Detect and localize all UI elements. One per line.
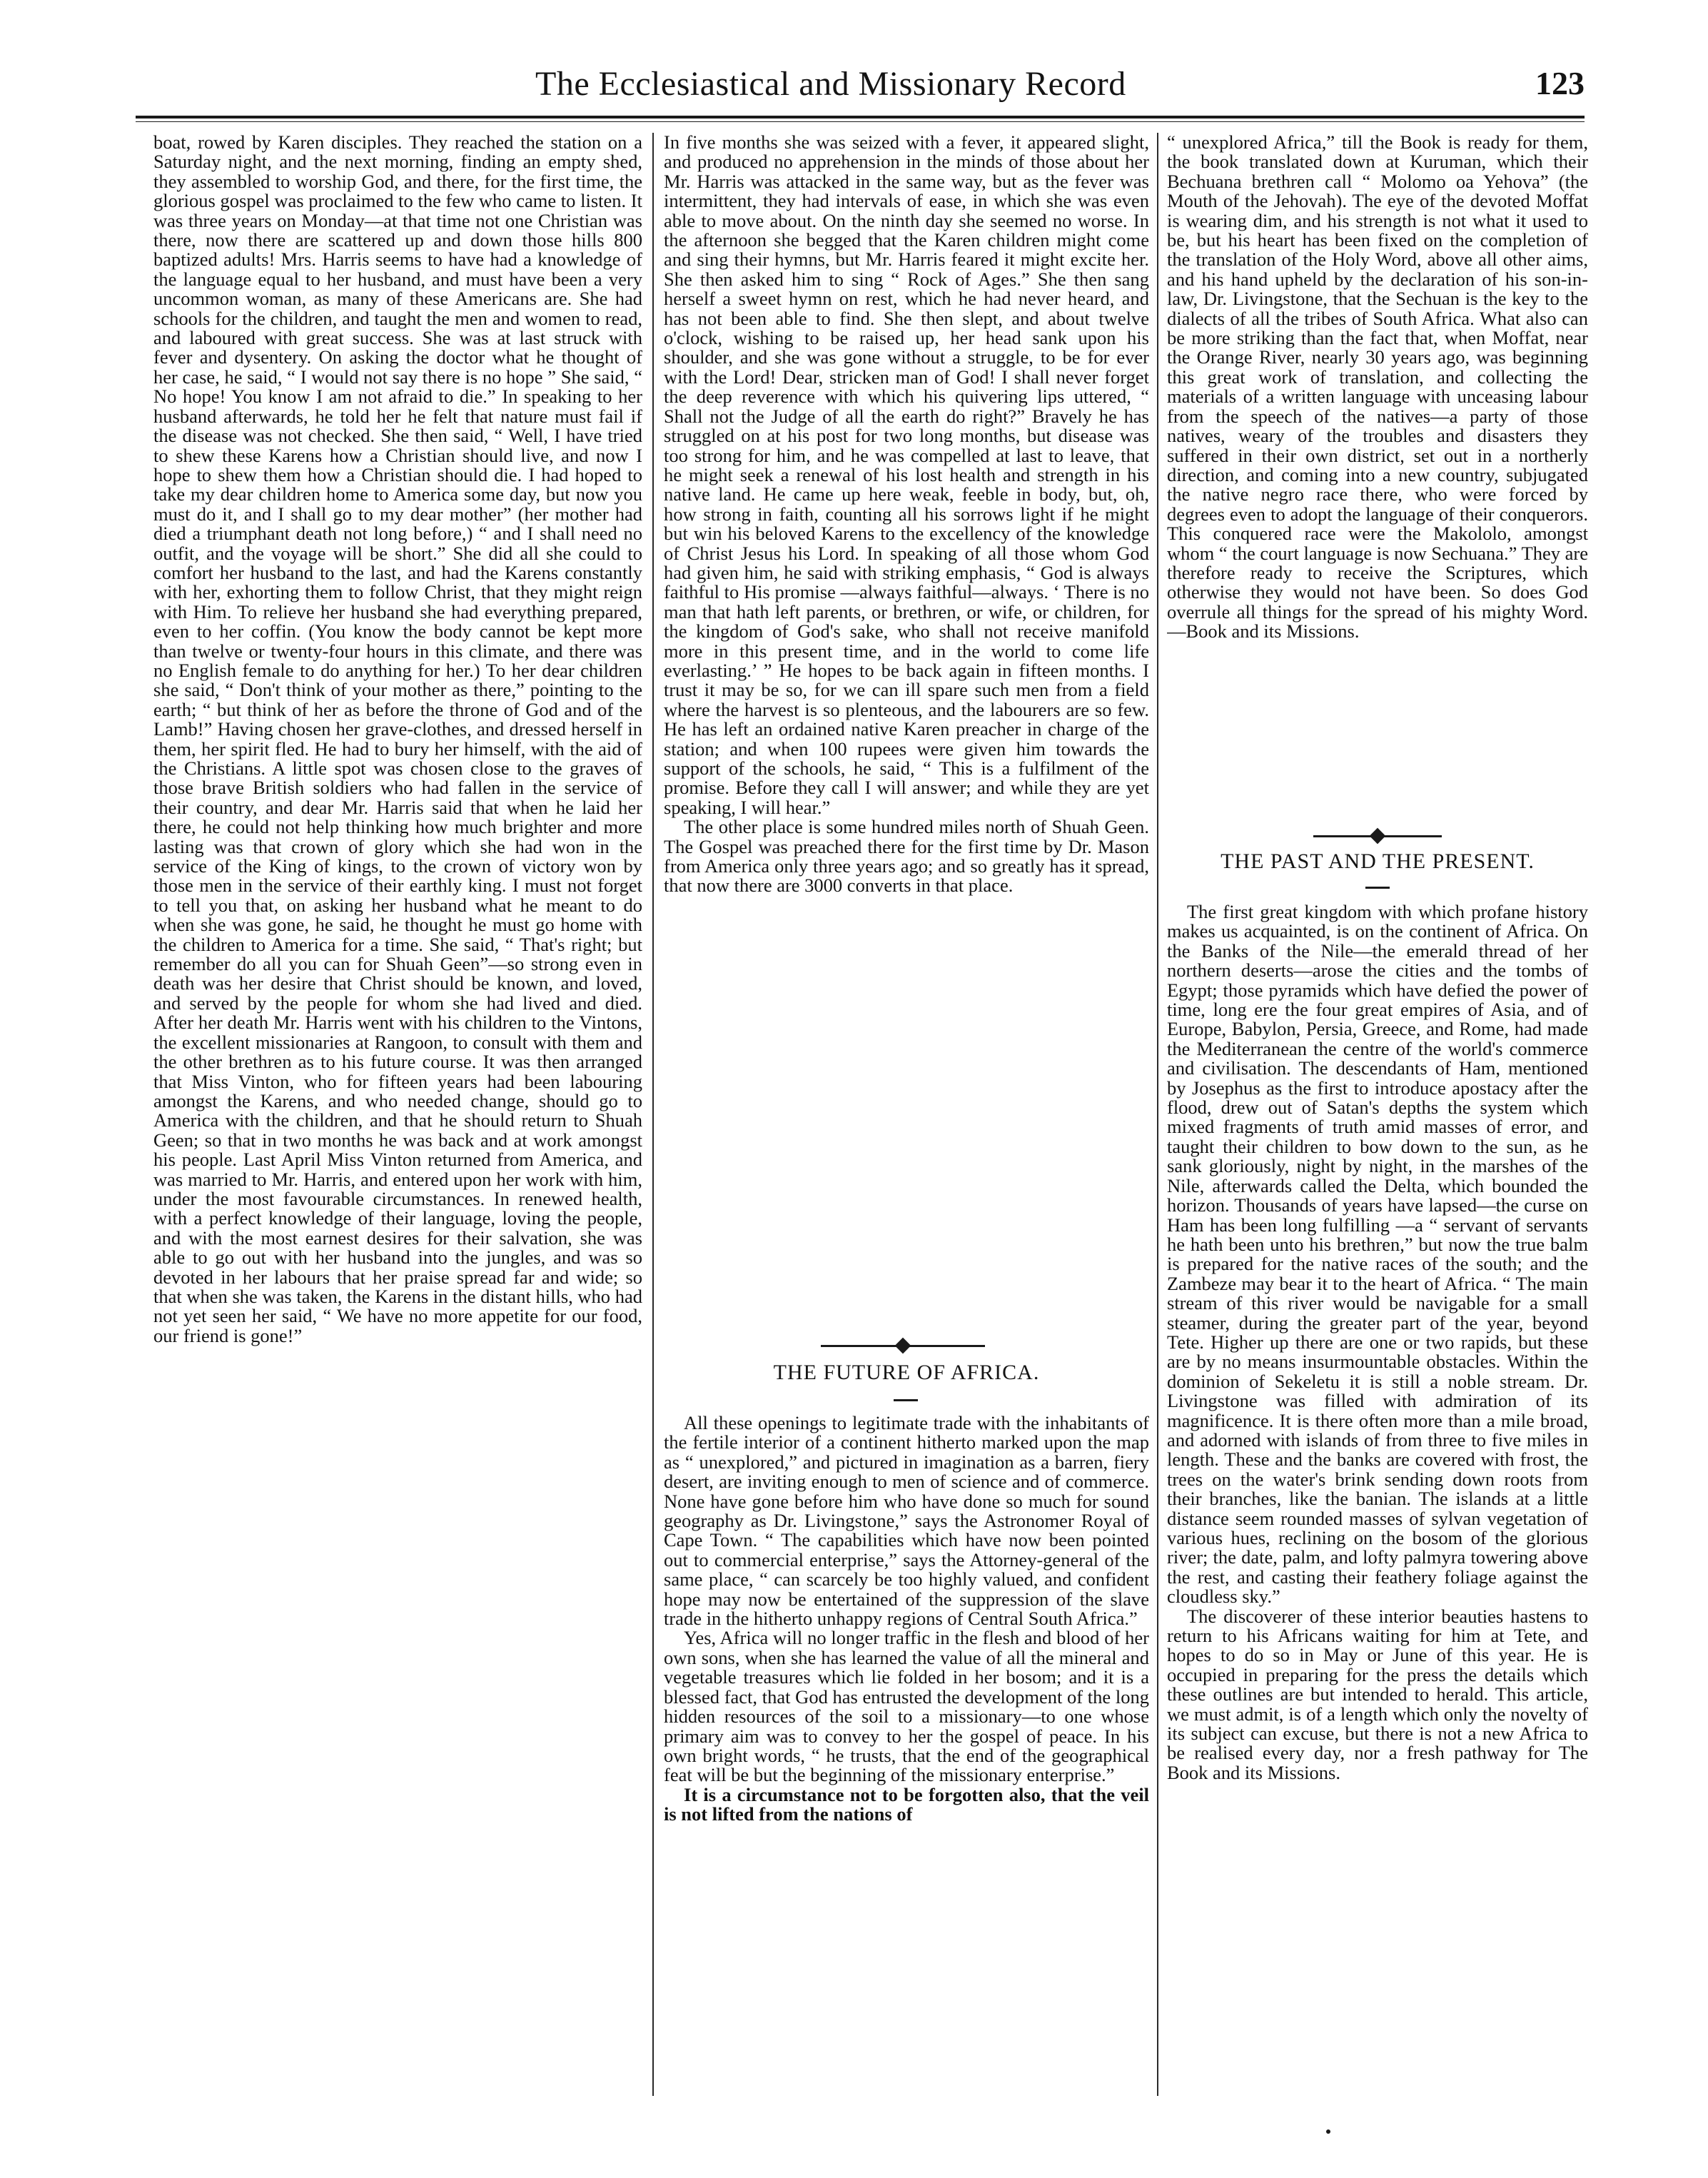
- section-heading-past-and-present: THE PAST AND THE PRESENT.: [1221, 849, 1535, 873]
- header-rule-thick: [136, 116, 1585, 119]
- heading-underline: [894, 1399, 918, 1401]
- paragraph: All these openings to legitimate trade with the inhabitants of the fertile interior of a continent hitherto marked upon the map as “ unexplored,” and pictured in imagination as a barren, fiery desert, are inviting enough to men of science and of commerce. None have gone before him who have done so much for sound geography as Dr. Livingstone,” says the Astronomer Royal of Cape Town. “ The capabilities which have now been pointed out to commercial enterprise,” says the Attorney-general of the same place, “ can scarcely be too highly valued, and confident hope may now be entertained of the suppression of the slave trade in the hitherto unhappy regions of Central South Africa.”: [664, 1413, 1149, 1630]
- header-rule-thin: [136, 121, 1585, 122]
- column-1: [153, 133, 642, 2092]
- column-2-top: [664, 133, 1149, 1318]
- section-divider: [821, 1345, 985, 1347]
- paragraph: Yes, Africa will no longer traffic in the flesh and blood of her own sons, when she has learned the value of all the mineral and vegetable treasures which lie folded in her bosom; and it is a blessed fact, that God has entrusted the development of the long hidden resources of the soil to a missionary—to one whose primary aim was to convey to her the gospel of peace. In his own bright words, “ he trusts, that the end of the geographical feat will be but the beginning of the missionary enterprise.”: [664, 1627, 1149, 1786]
- section-heading-future-of-africa: THE FUTURE OF AFRICA.: [773, 1361, 1040, 1384]
- print-speck: [1326, 2129, 1330, 2134]
- paragraph: “ unexplored Africa,” till the Book is ready for them, the book translated down at Kuruman, which their Bechuana brethren call “ Molomo oa Yehova” (the Mouth of the Jehovah). The eye of the devoted Moffat is wearing dim, and his strength is not what it used to be, but his heart has been fixed on the completion of the translation of the Holy Word, above all other aims, and his hand upheld by the declaration of his son-in-law, Dr. Livingstone, that the Sechuan is the key to the dialects of all the tribes of South Africa. What also can be more striking than the fact that, when Moffat, near the Orange River, nearly 30 years ago, was beginning this great work of translation, and collecting the materials of a written language with unceasing labour from the speech of the natives—a party of those natives, weary of the troubles and disasters they suffered in their own district, set out in a northerly direction, and coming into a new country, subjugated the native negro race there, who were forced by degrees even to adopt the language of their conquerors. This conquered race were the Makololo, amongst whom “ the court language is now Sechuana.” They are therefore ready to receive the Scriptures, which otherwise they would not have been. So does God overrule all things for the spread of his mighty Word.—Book and its Missions.: [1167, 133, 1588, 642]
- paragraph: The other place is some hundred miles north of Shuah Geen. The Gospel was preached there for the first time by Dr. Mason from America only three years ago; and so greatly has it spread, that now there are 3000 converts in that place.: [664, 816, 1149, 897]
- column-rule-1: [652, 133, 654, 2096]
- paragraph: boat, rowed by Karen disciples. They reached the station on a Saturday night, and the next morning, finding an empty shed, they assembled to worship God, and there, for the first time, the glorious gospel was proclaimed to the few who came to listen. It was three years on Monday—at that time not one Christian was there, now there are scattered up and down those hills 800 baptized adults! Mrs. Harris seems to have had a knowledge of the language equal to her husband, and must have been a very uncommon woman, as many of these Americans are. She had schools for the children, and taught the men and women to read, and laboured with great success. She was at last struck with fever and dysentery. On asking the doctor what he thought of her case, he said, “ I would not say there is no hope ” She said, “ No hope! You know I am not afraid to die.” In speaking to her husband afterwards, he told her he felt that nature must fail if the disease was not checked. She then said, “ Well, I have tried to shew these Karens how a Christian should live, and now I hope to shew them how a Christian should die. I had hoped to take my dear children home to America some day, but now you must do it, and I shall go to my dear mother” (her mother had died a triumphant death not long before,) “ and I shall need no outfit, and the voyage will be short.” She did all she could to comfort her husband to the last, and had the Karens constantly with her, exhorting them to follow Christ, that they might reign with Him. To relieve her husband she had everything prepared, even to her coffin. (You know the body cannot be kept more than twelve or twenty-four hours in this climate, and there was no English female to do anything for her.) To her dear children she said, “ Don't think of your mother as there,” pointing to the earth; “ but think of her as before the throne of God and of the Lamb!” Having chosen her grave-clothes, and dressed herself in them, her spirit fled. He had to bury her himself, with the aid of the Christians. A little spot was chosen close to the graves of those brave British soldiers who had fallen in the service of their country, and dear Mr. Harris said that when he laid her there, he could not help thinking how much brighter and more lasting was that crown of glory which she had won in the service of the King of kings, to the crown of victory won by those men in the service of their earthly king. I must not forget to tell you that, on asking her husband what he meant to do when she was gone, he said, he thought he must go home with the children to America for a time. She said, “ That's right; but remember do all you can for Shuah Geen”—so strong even in death was her desire that Christ should be known, and loved, and served by the people for whom she had lived and died. After her death Mr. Harris went with his children to the Vintons, the excellent missionaries at Rangoon, to consult with them and the other brethren as to his future course. It was then arranged that Miss Vinton, who for fifteen years had been labouring amongst the Karens, and who needed change, should go to America with the children, and that he should return to Shuah Geen; so that in two months he was back and at work amongst his people. Last April Miss Vinton returned from America, and was married to Mr. Harris, and entered upon her work with him, under the most favourable circumstances. In renewed health, with a perfect knowledge of their language, loving the people, and with the most earnest desires for their salvation, she was able to go out with her husband into the jungles, and was so devoted in her labours that her praise spread far and wide; so that when she was taken, the Karens in the distant hills, who had not yet seen her said, “ We have no more appetite for our food, our friend is gone!”: [153, 133, 642, 1346]
- column-rule-2: [1157, 133, 1158, 2096]
- page-number: 123: [1535, 65, 1585, 101]
- page-header: [136, 64, 1585, 107]
- paragraph: The discoverer of these interior beauties hastens to return to his Africans waiting for him at Tete, and hopes to do so in May or June of this year. He is occupied in preparing for the press the details which these outlines are but intended to herald. This article, we must admit, is of a length which only the novelty of its subject can excuse, but there is not a new Africa to be realised every day, nor a fresh pathway for The Book and its Missions.: [1167, 1605, 1588, 1783]
- running-title: The Ecclesiastical and Missionary Record: [535, 65, 1126, 103]
- paragraph: It is a circumstance not to be forgotten also, that the veil is not lifted from the nations of: [664, 1783, 1149, 1825]
- heading-underline: [1365, 887, 1390, 889]
- column-2-bottom: [664, 1413, 1149, 2099]
- section-divider: [1313, 835, 1442, 837]
- paragraph: The first great kingdom with which profane history makes us acquainted, is on the continent of Africa. On the Banks of the Nile—the emerald thread of her northern deserts—arose the cities and the tombs of Egypt; those pyramids which have defied the power of time, long ere the four great empires of Asia, and of Europe, Babylon, Persia, Greece, and Rome, had made the Mediterranean the centre of the world's commerce and civilisation. The descendants of Ham, mentioned by Josephus as the first to introduce apostacy after the flood, drew out of Satan's depths the system which mixed fragments of truth amid masses of error, and taught their children to bow down to the sun, as he sank gloriously, night by night, in the marshes of the Nile, afterwards called the Delta, which bounded the horizon. Thousands of years have lapsed—the curse on Ham has been long fulfilling —a “ servant of servants he hath been unto his brethren,” but now the true balm is prepared for the native races of the south; and the Zambeze may bear it to the heart of Africa. “ The main stream of this river would be navigable for a small steamer, during the greater part of the year, beyond Tete. Higher up there are one or two rapids, but these are by no means insurmountable obstacles. Within the dominion of Sekeletu it is still a noble stream. Dr. Livingstone was filled with admiration of its magnificence. It is there often more than a mile broad, and adorned with islands of from three to five miles in length. These and the banks are covered with frost, the trees on the water's brink sending down roots from their branches, like the banian. The islands at a little distance seem rounded masses of sylvan vegetation of various hues, reclining on the bosom of the glorious river; the date, palm, and lofty palmyra towering above the rest, and casting their feathery foliage against the cloudless sky.”: [1167, 902, 1588, 1608]
- column-3-bottom: [1167, 902, 1588, 2087]
- paragraph: In five months she was seized with a fever, it appeared slight, and produced no apprehension in the minds of those about her Mr. Harris was attacked in the same way, but as the fever was intermittent, they had intervals of ease, in which she was even able to move about. On the ninth day she seemed no worse. In the afternoon she begged that the Karen children might come and sing their hymns, but Mr. Harris feared it might excite her. She then asked him to sing “ Rock of Ages.” She then sang herself a sweet hymn on rest, which he had never heard, and has not been able to find. She then slept, and about twelve o'clock, wishing to be raised up, her head sank upon his shoulder, and she was gone without a struggle, to be for ever with the Lord! Dear, stricken man of God! I shall never forget the deep reverence with which his quivering lips uttered, “ Shall not the Judge of all the earth do right?” Bravely he has struggled on at his post for two long months, but disease was too strong for him, and he was compelled at last to leave, that he might seek a renewal of his lost health and strength in his native land. He came up here weak, feeble in body, but, oh, how strong in faith, counting all his sorrows light if he might but win his beloved Karens to the excellency of the knowledge of Christ Jesus his Lord. In speaking of all those whom God had given him, he said with striking emphasis, “ God is always faithful to His promise —always faithful—always. ‘ There is no man that hath left parents, or brethren, or wife, or children, for the kingdom of God's sake, who shall not receive manifold more in this present time, and in the world to come life everlasting.’ ” He hopes to be back again in fifteen months. I trust it may be so, for we can ill spare such men from a field where the harvest is so plenteous, and the labourers are so few. He has left an ordained native Karen preacher in charge of the station; and when 100 rupees were given him towards the support of the schools, he said, “ This is a fulfilment of the promise. Before they call I will answer; and while they are yet speaking, I will hear.”: [664, 133, 1149, 818]
- column-3-top: [1167, 133, 1588, 1025]
